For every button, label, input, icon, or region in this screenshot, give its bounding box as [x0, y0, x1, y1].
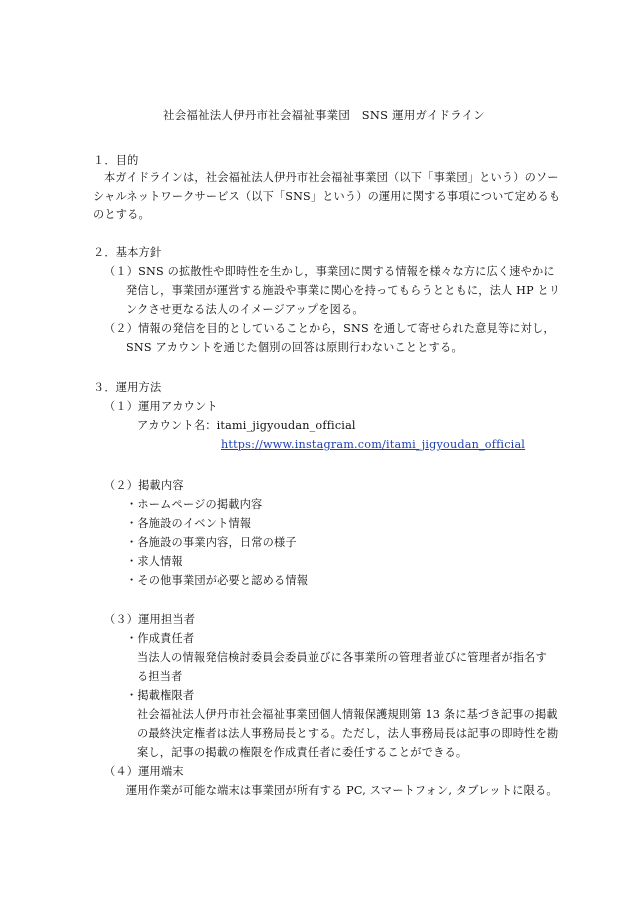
operation-heading: ３．運用方法	[93, 381, 162, 394]
creator-heading: ・作成責任者	[126, 632, 195, 645]
authority-heading: ・掲載権限者	[126, 689, 195, 702]
creator-line: る担当者	[137, 670, 183, 683]
account-url-link[interactable]: https://www.instagram.com/itami_jigyoudan_official	[221, 438, 526, 451]
authority-line: 社会福祉法人伊丹市社会福祉事業団個人情報保護規則第 13 条に基づき記事の掲載	[137, 708, 558, 721]
content-heading: （２）掲載内容	[104, 479, 184, 492]
authority-line: 案し，記事の掲載の権限を作成責任者に委任することができる。	[137, 746, 468, 759]
account-heading: （１）運用アカウント	[104, 400, 218, 413]
policy-item-1-line: 発信し，事業団が運営する施設や事業に関心を持ってもらうとともに，法人 HP とリ	[126, 284, 561, 297]
purpose-line: シャルネットワークサービス（以下「SNS」という）の運用に関する事項について定めるも	[93, 190, 561, 203]
list-item: ・求人情報	[126, 555, 183, 568]
device-line: 運用作業が可能な端末は事業団が所有する PC, スマートフォン, タブレットに限る。	[126, 784, 558, 797]
list-item: ・その他事業団が必要と認める情報	[126, 574, 309, 587]
purpose-line: 本ガイドラインは，社会福祉法人伊丹市社会福祉事業団（以下「事業団」という）のソー	[104, 171, 559, 184]
creator-line: 当法人の情報発信検討委員会委員並びに各事業所の管理者並びに管理者が指名す	[137, 651, 547, 664]
account-name: アカウント名：itami_jigyoudan_official	[137, 419, 356, 432]
purpose-heading: １．目的	[93, 154, 139, 167]
purpose-line: のとする。	[93, 208, 150, 221]
list-item: ・各施設のイベント情報	[126, 517, 252, 530]
authority-line: の最終決定権者は法人事務局長とする。ただし，法人事務局長は記事の即時性を勘	[137, 727, 559, 740]
policy-item-2-line: SNS アカウントを通じた個別の回答は原則行わないこととする。	[126, 341, 463, 354]
list-item: ・ホームページの掲載内容	[126, 498, 263, 511]
staff-heading: （３）運用担当者	[104, 613, 196, 626]
policy-item-1-line: ンクさせ更なる法人のイメージアップを図る。	[126, 303, 364, 316]
policy-item-2-line: （２）情報の発信を目的としていることから，SNS を通して寄せられた意見等に対し，	[104, 322, 555, 335]
document-title: 社会福祉法人伊丹市社会福祉事業団 SNS 運用ガイドライン	[163, 108, 485, 122]
list-item: ・各施設の事業内容，日常の様子	[126, 536, 297, 549]
device-heading: （４）運用端末	[104, 765, 184, 778]
policy-item-1-line: （１）SNS の拡散性や即時性を生かし，事業団に関する情報を様々な方に広く速やかに	[104, 265, 555, 278]
policy-heading: ２．基本方針	[93, 246, 162, 259]
